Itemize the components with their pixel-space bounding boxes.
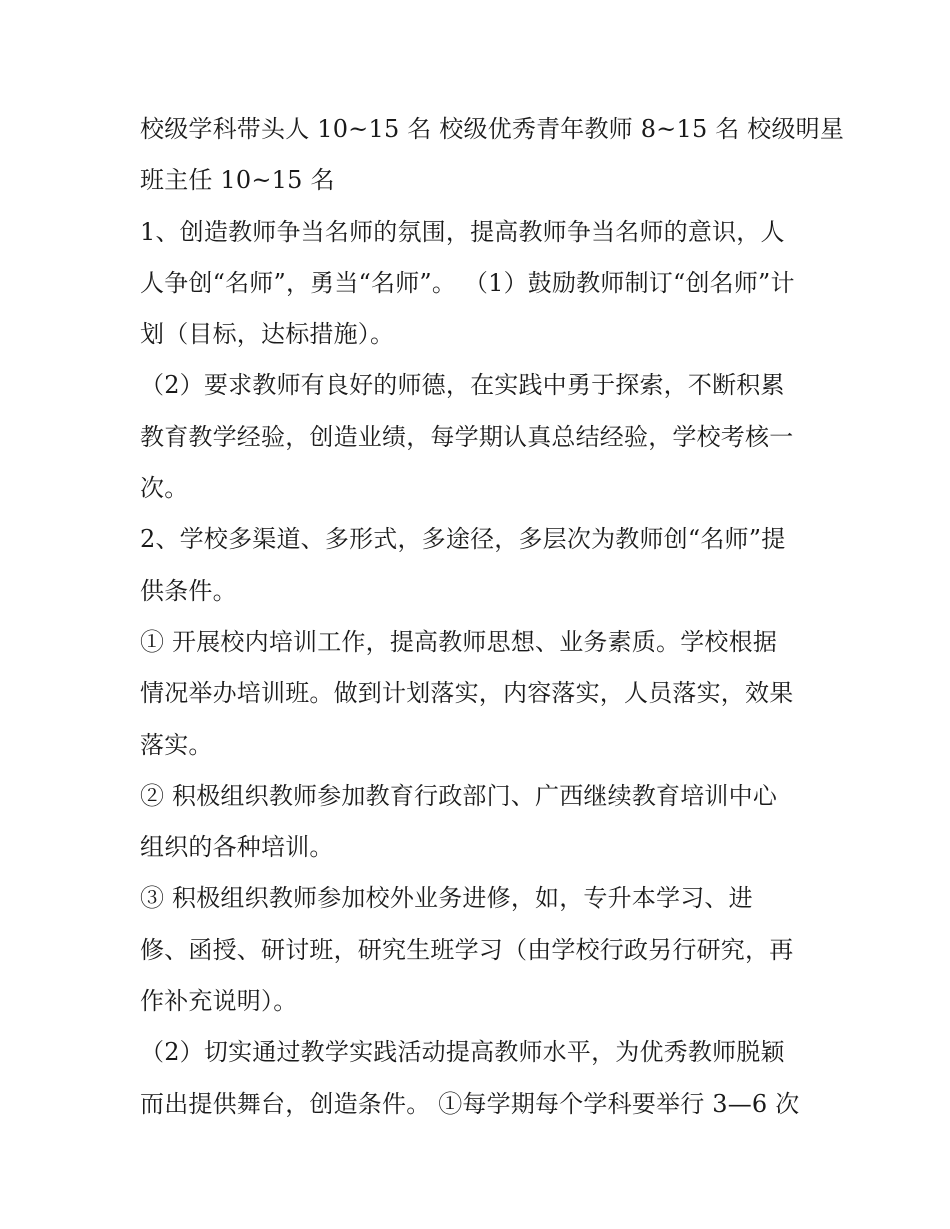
- text-line: 次。: [140, 474, 189, 503]
- document-body: [140, 104, 845, 1130]
- text-line: 划（目标，达标措施）。: [140, 320, 395, 349]
- text-line: ① 开展校内培训工作，提高教师思想、业务素质。学校根据: [140, 627, 778, 656]
- text-line: ② 积极组织教师参加教育行政部门、广西继续教育培训中心: [140, 781, 778, 810]
- text-line: 校级学科带头人 10~15 名 校级优秀青年教师 8~15 名 校级明星: [140, 115, 845, 143]
- text-line: 供条件。: [140, 576, 237, 605]
- text-line: （2）要求教师有良好的师德，在实践中勇于探索，不断积累: [140, 371, 785, 400]
- text-line: 情况举办培训班。做到计划落实，内容落实，人员落实，效果: [140, 679, 794, 708]
- text-line: 修、函授、研讨班，研究生班学习（由学校行政另行研究，再: [140, 935, 794, 964]
- text-line: （2）切实通过教学实践活动提高教师水平，为优秀教师脱颖: [140, 1038, 785, 1067]
- text-line: 1、创造教师争当名师的氛围，提高教师争当名师的意识，人: [140, 217, 785, 246]
- text-line: 2、学校多渠道、多形式，多途径，多层次为教师创“名师”提: [140, 525, 786, 554]
- text-line: 人争创“名师”，勇当“名师”。 （1）鼓励教师制订“创名师”计: [140, 268, 795, 297]
- text-line: 作补充说明）。: [140, 987, 298, 1016]
- text-line: 教育教学经验，创造业绩，每学期认真总结经验，学校考核一: [140, 422, 794, 451]
- text-line: 组织的各种培训。: [140, 833, 334, 862]
- text-line: 而出提供舞台，创造条件。 ①每学期每个学科要举行 3—6 次: [140, 1089, 800, 1118]
- text-line: ③ 积极组织教师参加校外业务进修，如，专升本学习、进: [140, 884, 753, 913]
- text-line: 班主任 10~15 名: [140, 166, 335, 195]
- text-line: 落实。: [140, 730, 213, 759]
